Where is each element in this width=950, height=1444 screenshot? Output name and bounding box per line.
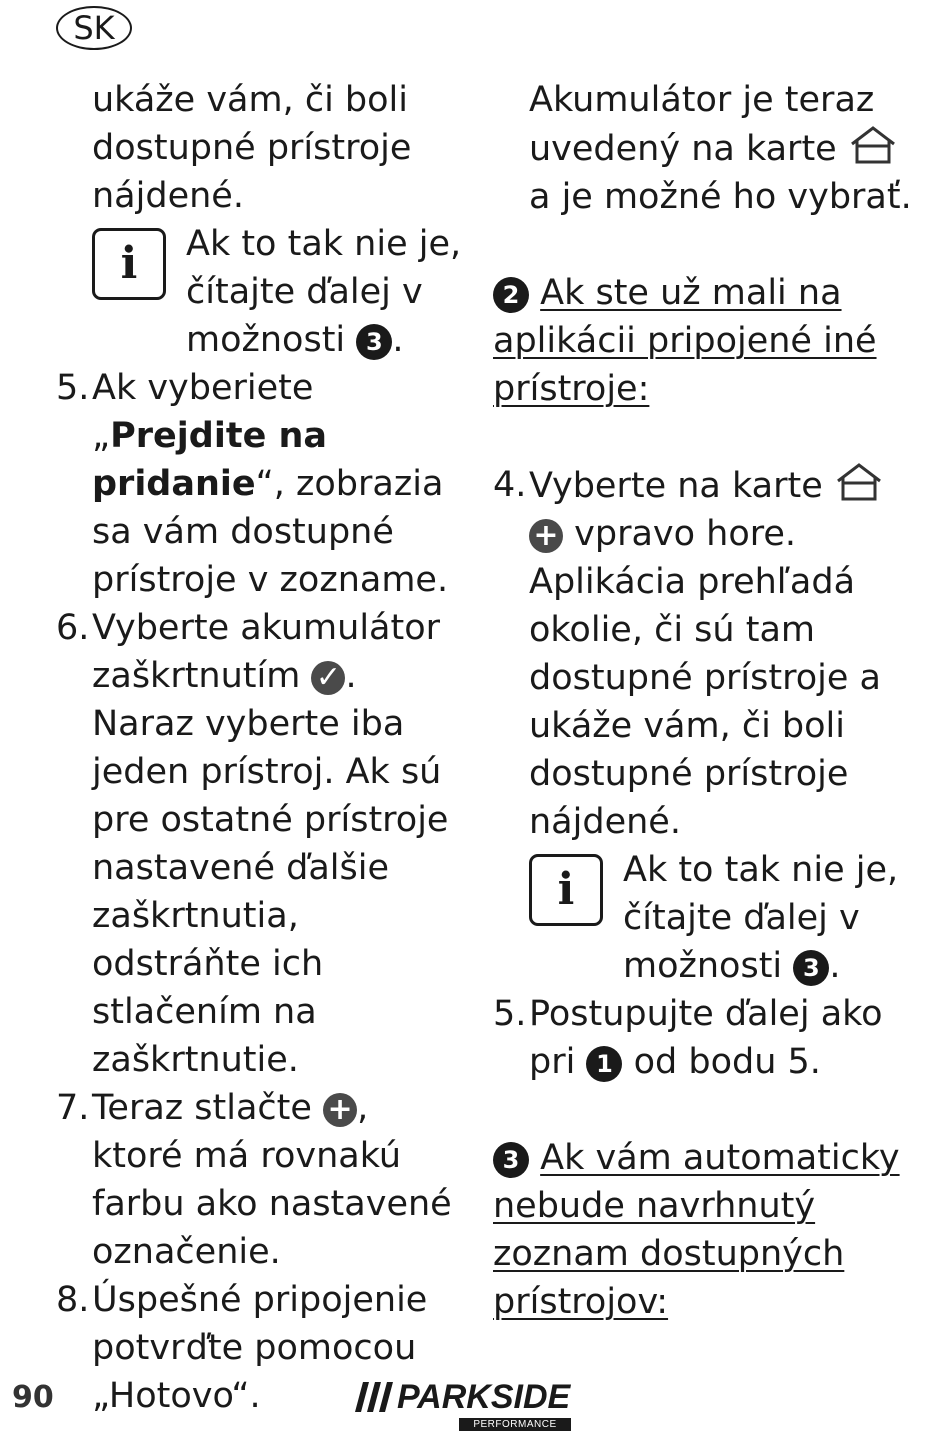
plus-circle-icon: +: [323, 1093, 357, 1127]
step-number: 7.: [56, 1088, 90, 1128]
info-note: i Ak to tak nie je, čítajte ďalej v možnosti 3 .: [493, 846, 913, 990]
step-6: 6. Vyberte akumulátor zaškrtnutím ✓ . Naraz vyberte iba jeden prístroj. Ak sú pre ostatné prístroje nastavené ďalšie zaškrtnutia, odstráňte ich stlačením na zaškrtnutie.: [56, 604, 466, 1084]
step-number: 5.: [493, 994, 527, 1034]
section-badge: 2: [493, 277, 529, 313]
ref-badge: 1: [586, 1046, 622, 1082]
plus-circle-icon: +: [529, 519, 563, 553]
logo-text: PARKSIDE: [397, 1378, 571, 1416]
ref-badge: 3: [356, 324, 392, 360]
page-number: 90: [12, 1380, 54, 1415]
step-4: 4. Vyberte na karte + vpravo hore. Aplikácia prehľadá okolie, či sú tam dostupné prístroje a ukáže vám, či boli dostupné prístroje nájdené.: [493, 461, 913, 846]
step-8: 8. Úspešné pripojenie potvrďte pomocou „Hotovo“.: [56, 1276, 466, 1420]
language-badge: SK: [56, 6, 132, 50]
step-7: 7. Teraz stlačte + , ktoré má rovnakú farbu ako nastavené označenie.: [56, 1084, 466, 1276]
step-number: 6.: [56, 608, 90, 648]
home-icon: [848, 124, 898, 166]
ref-badge: 3: [793, 950, 829, 986]
section-3-heading: [493, 1134, 913, 1326]
right-column: [493, 76, 913, 1326]
step-number: 5.: [56, 368, 90, 408]
logo-subtitle: PERFORMANCE: [459, 1418, 571, 1431]
section-title: Ak vám automaticky nebude navrhnutý zoznam dostupných prístrojov:: [493, 1138, 900, 1322]
intro-paragraph: ukáže vám, či boli dostupné prístroje nájdené.: [92, 80, 412, 216]
bold-term: Prejdite na pridanie: [92, 416, 328, 504]
logo-slashes-icon: [355, 1382, 395, 1416]
check-circle-icon: ✓: [311, 661, 345, 695]
section-2-heading: [493, 269, 913, 413]
info-icon: i: [92, 228, 166, 300]
intro-paragraph: Akumulátor je teraz uvedený na karte a je možné ho vybrať.: [529, 80, 912, 217]
info-note-text: Ak to tak nie je, čítajte ďalej v možnosti: [186, 224, 462, 360]
brand-logo: [355, 1380, 575, 1436]
step-5: 5. Postupujte ďalej ako pri 1 od bodu 5.: [493, 990, 913, 1086]
home-icon: [834, 461, 884, 503]
section-badge: 3: [493, 1142, 529, 1178]
info-icon: i: [529, 854, 603, 926]
info-note-text: Ak to tak nie je, čítajte ďalej v možnosti: [623, 850, 899, 986]
section-title: Ak ste už mali na aplikácii pripojené iné prístroje:: [493, 273, 877, 409]
step-number: 4.: [493, 465, 527, 505]
step-5: 5. Ak vyberiete „Prejdite na pridanie“, zobrazia sa vám dostupné prístroje v zozname.: [56, 364, 466, 604]
step-number: 8.: [56, 1280, 90, 1320]
info-note: i Ak to tak nie je, čítajte ďalej v možnosti 3 .: [56, 220, 466, 364]
left-column: [56, 76, 466, 1420]
